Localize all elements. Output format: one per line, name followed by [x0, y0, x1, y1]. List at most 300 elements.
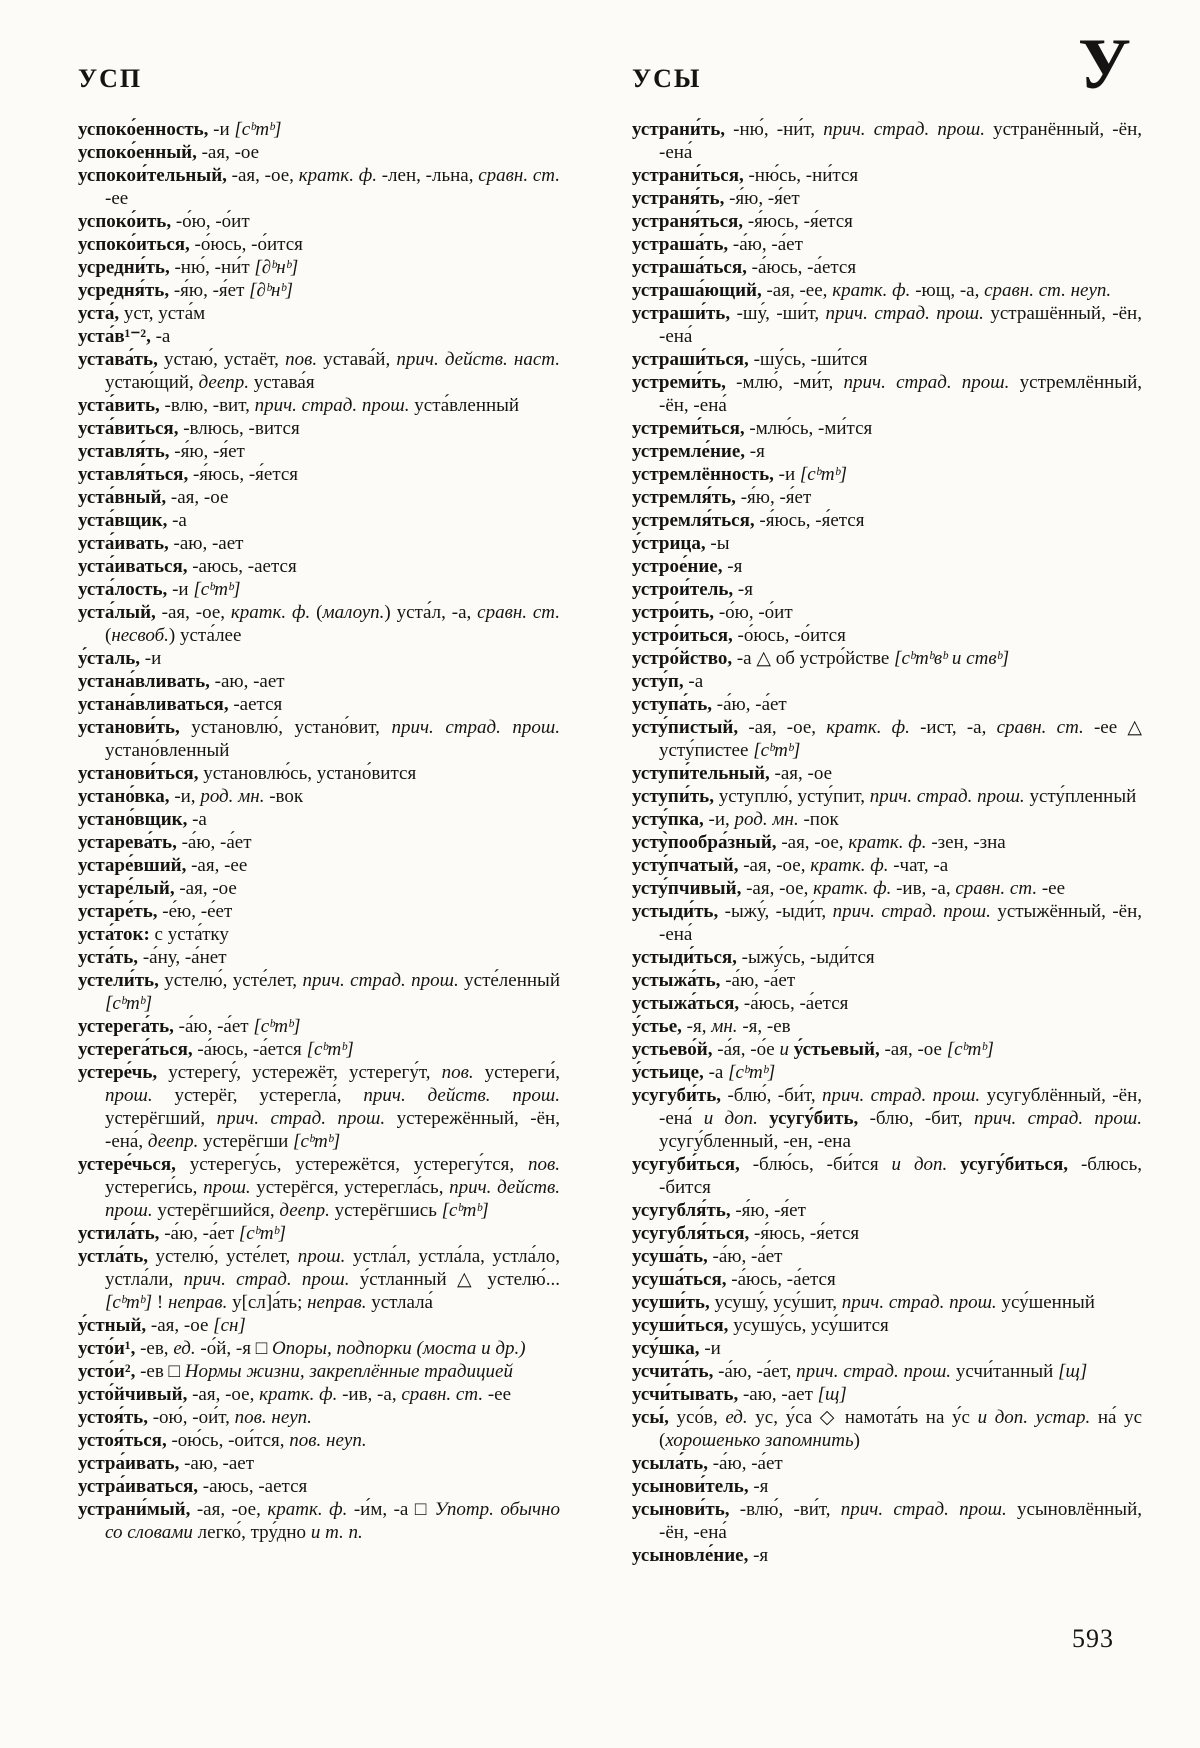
- entry-text: [сᵇтᵇ]: [728, 1062, 776, 1083]
- dictionary-entry: [632, 1360, 1142, 1383]
- entry-text: -ая, -ое: [166, 487, 229, 508]
- headword: устра́иваться,: [78, 1476, 199, 1497]
- headword: усуша́ть,: [632, 1246, 708, 1267]
- entry-text: устыжённый, -ён, -ена́: [659, 901, 1142, 945]
- headword: устыжа́ть,: [632, 970, 721, 991]
- dictionary-entry: [632, 210, 1142, 233]
- entry-text: -ив, -а,: [891, 878, 956, 899]
- dictionary-entry: [78, 210, 560, 233]
- dictionary-entry: [632, 509, 1142, 532]
- entry-text: [сᵇтᵇ]: [441, 1200, 489, 1221]
- entry-text: пов.: [528, 1154, 560, 1175]
- dictionary-entry: [78, 923, 560, 946]
- dictionary-entry: [632, 1038, 1142, 1061]
- entry-text: прич. страд. прош.: [823, 119, 985, 140]
- dictionary-entry: [78, 1222, 560, 1245]
- dictionary-entry: [78, 141, 560, 164]
- dictionary-entry: [78, 946, 560, 969]
- entry-text: устла́л, устла́ла, устла́ло, устла́ли,: [105, 1246, 560, 1290]
- entry-text: -я́ю, -я́ет: [724, 188, 800, 209]
- headword: устила́ть,: [78, 1223, 160, 1244]
- entry-text: -а́ю, -а́ет: [720, 970, 796, 991]
- dictionary-entry: [78, 1337, 560, 1360]
- dictionary-entry: [78, 325, 560, 348]
- entry-text: устава́й,: [317, 349, 397, 370]
- headword: устраши́ть,: [632, 303, 731, 324]
- dictionary-entry: [78, 348, 560, 394]
- headword: уступи́ть,: [632, 786, 714, 807]
- entry-text: -а́ю, -а́ет: [728, 234, 803, 255]
- entry-text: -ая, -ое,: [190, 1499, 268, 1520]
- entry-text: -чат, -а: [888, 855, 949, 876]
- headword: усынови́тель,: [632, 1476, 749, 1497]
- headword: устраня́ться,: [632, 211, 744, 232]
- entry-text: устелю́, усте́лет,: [148, 1246, 298, 1267]
- entry-text: устлала́: [366, 1292, 433, 1313]
- headword: усынови́ть,: [632, 1499, 730, 1520]
- entry-text: малоуп.: [322, 602, 385, 623]
- headword: усугубля́ться,: [632, 1223, 750, 1244]
- headword: устро́йство,: [632, 648, 733, 669]
- dictionary-entry: [78, 900, 560, 923]
- dictionary-entry: [78, 854, 560, 877]
- entry-text: прич. действ. прош.: [105, 1177, 560, 1221]
- entry-text: -а: [703, 1062, 729, 1083]
- entry-text: -о́ю, -о́ит: [714, 602, 793, 623]
- entry-text: пов. неуп.: [289, 1430, 367, 1451]
- entry-text: прич. действ. наст.: [396, 349, 560, 370]
- entry-text: прош.: [297, 1246, 346, 1267]
- dictionary-entry: [78, 1406, 560, 1429]
- dictionary-entry: [632, 693, 1142, 716]
- entry-text: -ев,: [135, 1338, 174, 1359]
- dictionary-entry: [78, 1245, 560, 1314]
- headword: устана́вливаться,: [78, 694, 229, 715]
- entry-text: -я, -ев: [737, 1016, 791, 1037]
- dictionary-entry: [632, 900, 1142, 946]
- dictionary-entry: [78, 647, 560, 670]
- entry-text: кратк. ф.: [259, 1384, 338, 1405]
- headword: уста́в¹⁻²,: [78, 326, 151, 347]
- headword: устьево́й,: [632, 1039, 713, 1060]
- entry-text: уста́вленный: [409, 395, 520, 416]
- entry-text: устерегу́сь, устережётся, устерегу́тся,: [175, 1154, 528, 1175]
- headword: уста́ть,: [78, 947, 139, 968]
- entry-text: сравн. ст.: [478, 165, 560, 186]
- headword: усту̀пообра́зный,: [632, 832, 777, 853]
- entry-text: пов.: [285, 349, 318, 370]
- entry-text: установлю́, устано́вит,: [179, 717, 392, 738]
- entry-text: уступлю́, усту́пит,: [713, 786, 870, 807]
- headword: уста́иваться,: [78, 556, 188, 577]
- entry-text: -ая, -ое: [196, 142, 260, 163]
- entry-text: кратк. ф.: [813, 878, 892, 899]
- headword: устано́вка,: [78, 786, 170, 807]
- entry-text: сравн. ст. неуп.: [984, 280, 1112, 301]
- entry-text: и доп.: [891, 1154, 948, 1175]
- dictionary-entry: [78, 1038, 560, 1061]
- entry-text: устаю́, устаёт,: [157, 349, 286, 370]
- entry-text: (: [105, 625, 112, 646]
- entry-text: усугублённый, -ён, -ена́: [659, 1085, 1142, 1129]
- dictionary-entry: [632, 1475, 1142, 1498]
- headword: уступа́ть,: [632, 694, 713, 715]
- running-head: [0, 58, 1200, 98]
- headword: усуши́ть,: [632, 1292, 710, 1313]
- entry-text: у́стланный △ устелю́...: [349, 1269, 560, 1290]
- entry-text: -а́ю, -а́ет: [707, 1453, 783, 1474]
- entry-text: и: [779, 1039, 789, 1060]
- headword: усчи́тывать,: [632, 1384, 739, 1405]
- entry-text: -блю́, -би́т,: [721, 1085, 822, 1106]
- entry-text: [сн]: [213, 1315, 246, 1336]
- headword: уста́,: [78, 303, 120, 324]
- entry-text: -шу́, -ши́т,: [730, 303, 826, 324]
- entry-text: усушу́сь, усу́шится: [728, 1315, 889, 1336]
- headword: у́стный,: [78, 1315, 147, 1336]
- entry-text: -а: [167, 510, 187, 531]
- dictionary-entry: [632, 1337, 1142, 1360]
- entry-text: !: [152, 1292, 168, 1313]
- dictionary-entry: [78, 233, 560, 256]
- entry-text: усте́ленный: [458, 970, 560, 991]
- entry-text: ) уста́л, -а,: [384, 602, 478, 623]
- entry-text: устерегу́, устережёт, устерегу́т,: [157, 1062, 442, 1083]
- entry-text: -ая, -ое,: [155, 602, 231, 623]
- headword: у́стьевый,: [789, 1039, 880, 1060]
- dictionary-entry: [78, 486, 560, 509]
- dictionary-entry: [78, 877, 560, 900]
- entry-text: деепр.: [279, 1200, 330, 1221]
- entry-text: -ню́сь, -ни́тся: [743, 165, 859, 186]
- headword: устыди́ться,: [632, 947, 737, 968]
- entry-text: -а́ю, -а́ет: [159, 1223, 239, 1244]
- entry-text: -о́юсь, -о́ится: [189, 234, 303, 255]
- entry-text: -я: [722, 556, 743, 577]
- entry-text: прич. страд. прош.: [254, 395, 410, 416]
- dictionary-entry: [78, 532, 560, 555]
- entry-text: -ее: [1037, 878, 1066, 899]
- headword: устрани́ться,: [632, 165, 744, 186]
- entry-text: -а́ну, -а́нет: [138, 947, 227, 968]
- entry-text: прич. страд. прош.: [825, 303, 984, 324]
- dictionary-entry: [78, 1015, 560, 1038]
- entry-text: [сᵇтᵇ]: [105, 993, 153, 1014]
- entry-text: -влюсь, -вится: [178, 418, 300, 439]
- dictionary-entry: [78, 1498, 560, 1544]
- headword: устаре́вший,: [78, 855, 187, 876]
- entry-text: -пок: [798, 809, 839, 830]
- dictionary-entry: [78, 762, 560, 785]
- dictionary-entry: [632, 371, 1142, 417]
- dictionary-entry: [632, 670, 1142, 693]
- headword: усуша́ться,: [632, 1269, 727, 1290]
- headword: устраша́ющий,: [632, 280, 762, 301]
- dictionary-entry: [78, 693, 560, 716]
- entry-text: [щ]: [817, 1384, 847, 1405]
- dictionary-entry: [632, 831, 1142, 854]
- dictionary-entry: [78, 1383, 560, 1406]
- headword: устоя́ть,: [78, 1407, 148, 1428]
- entry-text: [сᵇтᵇ]: [293, 1131, 341, 1152]
- entry-text: устережённый, -ён, -ена́,: [105, 1108, 560, 1152]
- headword: устремля́ться,: [632, 510, 755, 531]
- headword: устраши́ться,: [632, 349, 749, 370]
- headword: устрани́мый,: [78, 1499, 191, 1520]
- dictionary-entry: [632, 1199, 1142, 1222]
- entry-text: -и: [167, 579, 194, 600]
- entry-text: -ая, -ое,: [187, 1384, 260, 1405]
- entry-text: устелю́, усте́лет,: [158, 970, 303, 991]
- entry-text: неправ.: [307, 1292, 367, 1313]
- entry-text: -ыжу́сь, -ыди́тся: [736, 947, 875, 968]
- entry-text: -ы: [705, 533, 730, 554]
- dictionary-entry: [632, 877, 1142, 900]
- entry-text: -ню́, -ни́т,: [725, 119, 824, 140]
- dictionary-entry: [632, 969, 1142, 992]
- headword: усугуби́ться,: [632, 1154, 740, 1175]
- entry-text: -я́ю, -я́ет: [735, 487, 812, 508]
- dictionary-entry: [632, 1452, 1142, 1475]
- entry-text: -вок: [264, 786, 304, 807]
- entry-text: кратк. ф.: [230, 602, 311, 623]
- entry-text: устерёгший,: [105, 1108, 217, 1129]
- headword: у́сталь,: [78, 648, 141, 669]
- entry-text: -а́юсь, -а́ется: [746, 257, 857, 278]
- entry-text: устерёг, устерегла́,: [152, 1085, 364, 1106]
- entry-text: прош.: [105, 1085, 153, 1106]
- entry-text: -я: [748, 1545, 769, 1566]
- headword: устраша́ться,: [632, 257, 747, 278]
- entry-text: -лен, -льна,: [376, 165, 479, 186]
- entry-text: -я,: [681, 1016, 712, 1037]
- entry-text: прич. страд. прош.: [821, 1085, 981, 1106]
- dictionary-entry: [78, 279, 560, 302]
- entry-text: усту́пленный: [1024, 786, 1137, 807]
- headword: устла́ть,: [78, 1246, 149, 1267]
- entry-text: -а́ю, -а́ет: [173, 1016, 254, 1037]
- headword: успокои́тельный,: [78, 165, 227, 186]
- headword: устано́вщик,: [78, 809, 188, 830]
- dictionary-entry: [632, 716, 1142, 762]
- entry-text: прич. страд. прош.: [216, 1108, 386, 1129]
- entry-text: деепр.: [198, 372, 250, 393]
- headword: устыди́ть,: [632, 901, 719, 922]
- entry-text: -о́ю, -о́ит: [171, 211, 250, 232]
- entry-text: -а́ю, -а́ет: [176, 832, 252, 853]
- entry-text: ед.: [725, 1407, 748, 1428]
- entry-text: [∂ᵇнᵇ]: [249, 280, 293, 301]
- entry-text: -и,: [703, 809, 735, 830]
- entry-text: мн.: [711, 1016, 738, 1037]
- entry-text: устерёгшийся,: [152, 1200, 280, 1221]
- dictionary-entry: [78, 256, 560, 279]
- headword: устыжа́ться,: [632, 993, 740, 1014]
- entry-text: ед.: [173, 1338, 196, 1359]
- entry-text: ус, у́са ◇ намота́ть на у́с: [747, 1407, 978, 1428]
- dictionary-entry: [632, 1291, 1142, 1314]
- entry-text: -млю́, -ми́т,: [725, 372, 844, 393]
- entry-text: -я́юсь, -я́ется: [188, 464, 299, 485]
- entry-text: -ается: [228, 694, 283, 715]
- entry-text: Нормы жизни, закреплённые традицией: [184, 1361, 513, 1382]
- entry-text: [сᵇтᵇ]: [753, 740, 801, 761]
- dictionary-entry: [78, 1429, 560, 1452]
- headword: успоко́иться,: [78, 234, 190, 255]
- entry-text: -ее: [483, 1384, 512, 1405]
- headword: уста́вщик,: [78, 510, 168, 531]
- headword: установи́ть,: [78, 717, 180, 738]
- entry-text: усчи́танный: [951, 1361, 1059, 1382]
- entry-text: устерёгся, устерегла́сь,: [250, 1177, 450, 1198]
- entry-text: [сᵇтᵇ]: [253, 1016, 301, 1037]
- entry-text: -я: [748, 1476, 769, 1497]
- entry-text: -а: [187, 809, 207, 830]
- headword: устраша́ть,: [632, 234, 729, 255]
- headword: уставля́ть,: [78, 441, 170, 462]
- dictionary-entry: [78, 1314, 560, 1337]
- dictionary-entry: [632, 1245, 1142, 1268]
- section-letter: У: [1078, 24, 1131, 104]
- headword: усугубля́ть,: [632, 1200, 731, 1221]
- dictionary-entry: [78, 831, 560, 854]
- entry-text: на́ ус (: [659, 1407, 1143, 1451]
- entry-text: -ист, -а,: [909, 717, 997, 738]
- entry-text: -я́ю, -я́ет: [169, 441, 245, 462]
- entry-text: -влю, -вит,: [159, 395, 255, 416]
- entry-text: -аюсь, -ается: [187, 556, 297, 577]
- headword: устро́иться,: [632, 625, 733, 646]
- headword: уста́ток:: [78, 924, 150, 945]
- entry-text: устерёгшись: [329, 1200, 442, 1221]
- entry-text: усо́в,: [668, 1407, 726, 1428]
- headword: устере́чь,: [78, 1062, 158, 1083]
- headword: устоя́ться,: [78, 1430, 167, 1451]
- dictionary-entry: [632, 348, 1142, 371]
- page-number: 593: [1072, 1624, 1114, 1653]
- headword: усту́пчатый,: [632, 855, 739, 876]
- entry-text: -и: [773, 464, 800, 485]
- dictionary-entry: [78, 302, 560, 325]
- dictionary-entry: [632, 578, 1142, 601]
- entry-text: -блю, -бит,: [858, 1108, 974, 1129]
- dictionary-entry: [632, 1153, 1142, 1199]
- entry-text: устава́я: [249, 372, 315, 393]
- headword: устана́вливать,: [78, 671, 210, 692]
- entry-text: -блюсь, -бится: [659, 1154, 1142, 1198]
- headword: уста́лый,: [78, 602, 156, 623]
- entry-text: -я́ю, -я́ет: [730, 1200, 806, 1221]
- headword: усто́и¹,: [78, 1338, 136, 1359]
- entry-text: прич. страд. прош.: [840, 1499, 1007, 1520]
- headword: устели́ть,: [78, 970, 159, 991]
- entry-text: [сᵇтᵇ]: [105, 1292, 153, 1313]
- dictionary-entry: [78, 969, 560, 1015]
- entry-text: -я́юсь, -я́ется: [754, 510, 865, 531]
- entry-text: -ая, -ое,: [738, 855, 811, 876]
- entry-text: устранённый, -ён, -ена́: [659, 119, 1142, 163]
- dictionary-entry: [632, 992, 1142, 1015]
- entry-text: усугу́бленный, -ен, -ена: [659, 1131, 851, 1152]
- entry-text: -а́ю, -а́ет: [712, 694, 787, 715]
- entry-text: [щ]: [1058, 1361, 1088, 1382]
- headword: устреми́ть,: [632, 372, 726, 393]
- dictionary-entry: [632, 532, 1142, 555]
- headword: усту́пистый,: [632, 717, 739, 738]
- dictionary-entry: [632, 118, 1142, 164]
- entry-text: [сᵇтᵇ]: [238, 1223, 287, 1244]
- dictionary-entry: [78, 394, 560, 417]
- entry-text: сравн. ст.: [477, 602, 560, 623]
- entry-text: -а́ю, -а́ет: [707, 1246, 783, 1267]
- headword: устрое́ние,: [632, 556, 723, 577]
- headword: усыла́ть,: [632, 1453, 708, 1474]
- entry-text: -ая, -ое: [146, 1315, 214, 1336]
- dictionary-entry: [632, 463, 1142, 486]
- left-column-header: УСП: [78, 64, 143, 93]
- entry-text: -а́ю, -а́ет,: [713, 1361, 797, 1382]
- entry-text: -блю́сь, -би́тся: [739, 1154, 892, 1175]
- headword: усыновле́ние,: [632, 1545, 749, 1566]
- entry-text: -ая, -ое: [879, 1039, 947, 1060]
- entry-text: усушу́, усу́шит,: [709, 1292, 842, 1313]
- entry-text: [сᵇтᵇ]: [799, 464, 848, 485]
- entry-text: [сᵇтᵇ]: [306, 1039, 354, 1060]
- entry-text: устереги́,: [473, 1062, 560, 1083]
- dictionary-entry: [632, 762, 1142, 785]
- entry-text: [сᵇтᵇ]: [234, 119, 282, 140]
- headword: устремля́ть,: [632, 487, 736, 508]
- entry-text: усыновлённый, -ён, -ена́: [659, 1499, 1142, 1543]
- entry-text: ): [853, 1430, 860, 1451]
- entry-text: кратк. ф.: [298, 165, 377, 186]
- headword: устремлённость,: [632, 464, 774, 485]
- headword: успоко́енный,: [78, 142, 197, 163]
- entry-text: -ая, -ое,: [741, 878, 814, 899]
- dictionary-entry: [632, 647, 1142, 670]
- headword: успоко́енность,: [78, 119, 209, 140]
- dictionary-entry: [78, 509, 560, 532]
- entry-text: сравн. ст.: [996, 717, 1084, 738]
- entry-text: прич. страд. прош.: [796, 1361, 952, 1382]
- entry-text: прич. страд. прош.: [391, 717, 560, 738]
- dictionary-entry: [632, 1015, 1142, 1038]
- entry-text: -ая, -ее: [186, 855, 248, 876]
- entry-text: -и: [140, 648, 162, 669]
- headword: у́стрица,: [632, 533, 706, 554]
- headword: устраня́ть,: [632, 188, 725, 209]
- headword: усы́,: [632, 1407, 669, 1428]
- dictionary-entry: [78, 164, 560, 210]
- headword: уста́лость,: [78, 579, 168, 600]
- headword: установи́ться,: [78, 763, 199, 784]
- entry-text: -шу́сь, -ши́тся: [748, 349, 868, 370]
- left-column: [78, 118, 560, 1544]
- headword: усугу́бить,: [757, 1108, 859, 1129]
- entry-text: -ее △ усту́пистее: [659, 717, 1142, 761]
- entry-text: -а △ об устро́йстве: [732, 648, 895, 669]
- entry-text: кратк. ф.: [826, 717, 910, 738]
- entry-text: прич. страд. прош.: [869, 786, 1025, 807]
- entry-text: -а́юсь, -а́ется: [192, 1039, 307, 1060]
- entry-text: деепр.: [147, 1131, 199, 1152]
- entry-text: -я: [745, 441, 765, 462]
- dictionary-entry: [632, 624, 1142, 647]
- dictionary-entry: [632, 854, 1142, 877]
- entry-text: прич. действ. прош.: [363, 1085, 560, 1106]
- dictionary-entry: [632, 1314, 1142, 1337]
- dictionary-entry: [632, 1406, 1142, 1452]
